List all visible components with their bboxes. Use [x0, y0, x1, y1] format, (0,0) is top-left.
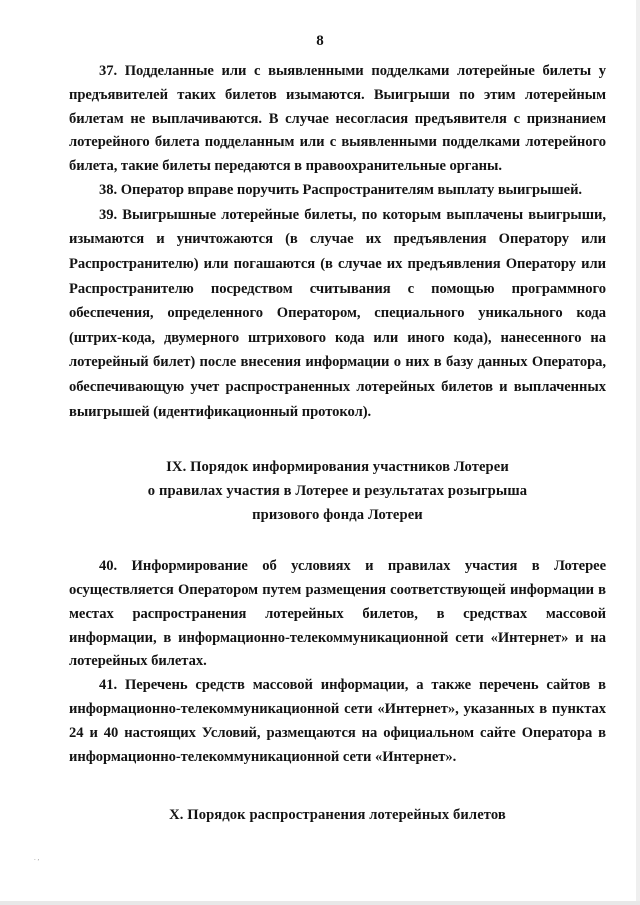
- document-body: [69, 60, 606, 827]
- paragraph-38: 38. Оператор вправе поручить Распространителям выплату выигрышей.: [99, 181, 583, 198]
- scan-edge-right: [636, 0, 640, 905]
- section-x-heading: X. Порядок распространения лотерейных билетов: [169, 807, 506, 824]
- paragraph-41: 41. Перечень средств массовой информации, а также перечень сайтов в информационно-телекоммуникационной сети «Интернет», указанных в пунктах 24 и 40 настоящих Условий, размещаются на официальном сайте Оператора в информационно-телекоммуникационной сети «Интернет».: [69, 677, 606, 765]
- section-ix-heading: [69, 455, 606, 527]
- page-number: 8: [316, 33, 324, 49]
- section-ix-heading-line-3: призового фонда Лотереи: [252, 507, 423, 524]
- paragraph-39: 39. Выигрышные лотерейные билеты, по которым выплачены выигрыши, изымаются и уничтожаются (в случае их предъявления Оператору или Распространителю) или погашаются (в случае их предъявления Оператору или Распространителю посредством считывания с помощью программного обеспечения, определенного Оператором, специального уникального кода (штрих-кода, двумерного штрихового кода или иного кода), нанесенного на лотерейный билет) после внесения информации о них в базу данных Оператора, обеспечивающую учет распространенных лотерейных билетов и выплаченных выигрышей (идентификационный протокол).: [69, 206, 606, 420]
- scan-artifact-mark: . ,: [34, 854, 40, 862]
- paragraph-37: 37. Подделанные или с выявленными подделками лотерейные билеты у предъявителей таких билетов изымаются. Выигрыши по этим лотерейным билетам не выплачиваются. В случае несогласия предъявителя с признанием лотерейного билета подделанным или с выявленными подделками лотерейного билета, такие билеты передаются в правоохранительные органы.: [69, 63, 606, 175]
- scan-edge-bottom: [0, 901, 640, 905]
- paragraph-40: 40. Информирование об условиях и правилах участия в Лотерее осуществляется Оператором путем размещения соответствующей информации в местах распространения лотерейных билетов, в средствах массовой информации, в информационно-телекоммуникационной сети «Интернет» и на лотерейных билетах.: [69, 558, 606, 670]
- section-ix-heading-line-2: о правилах участия в Лотерее и результатах розыгрыша: [147, 483, 528, 500]
- section-ix-heading-line-1: IX. Порядок информирования участников Лотереи: [166, 459, 509, 476]
